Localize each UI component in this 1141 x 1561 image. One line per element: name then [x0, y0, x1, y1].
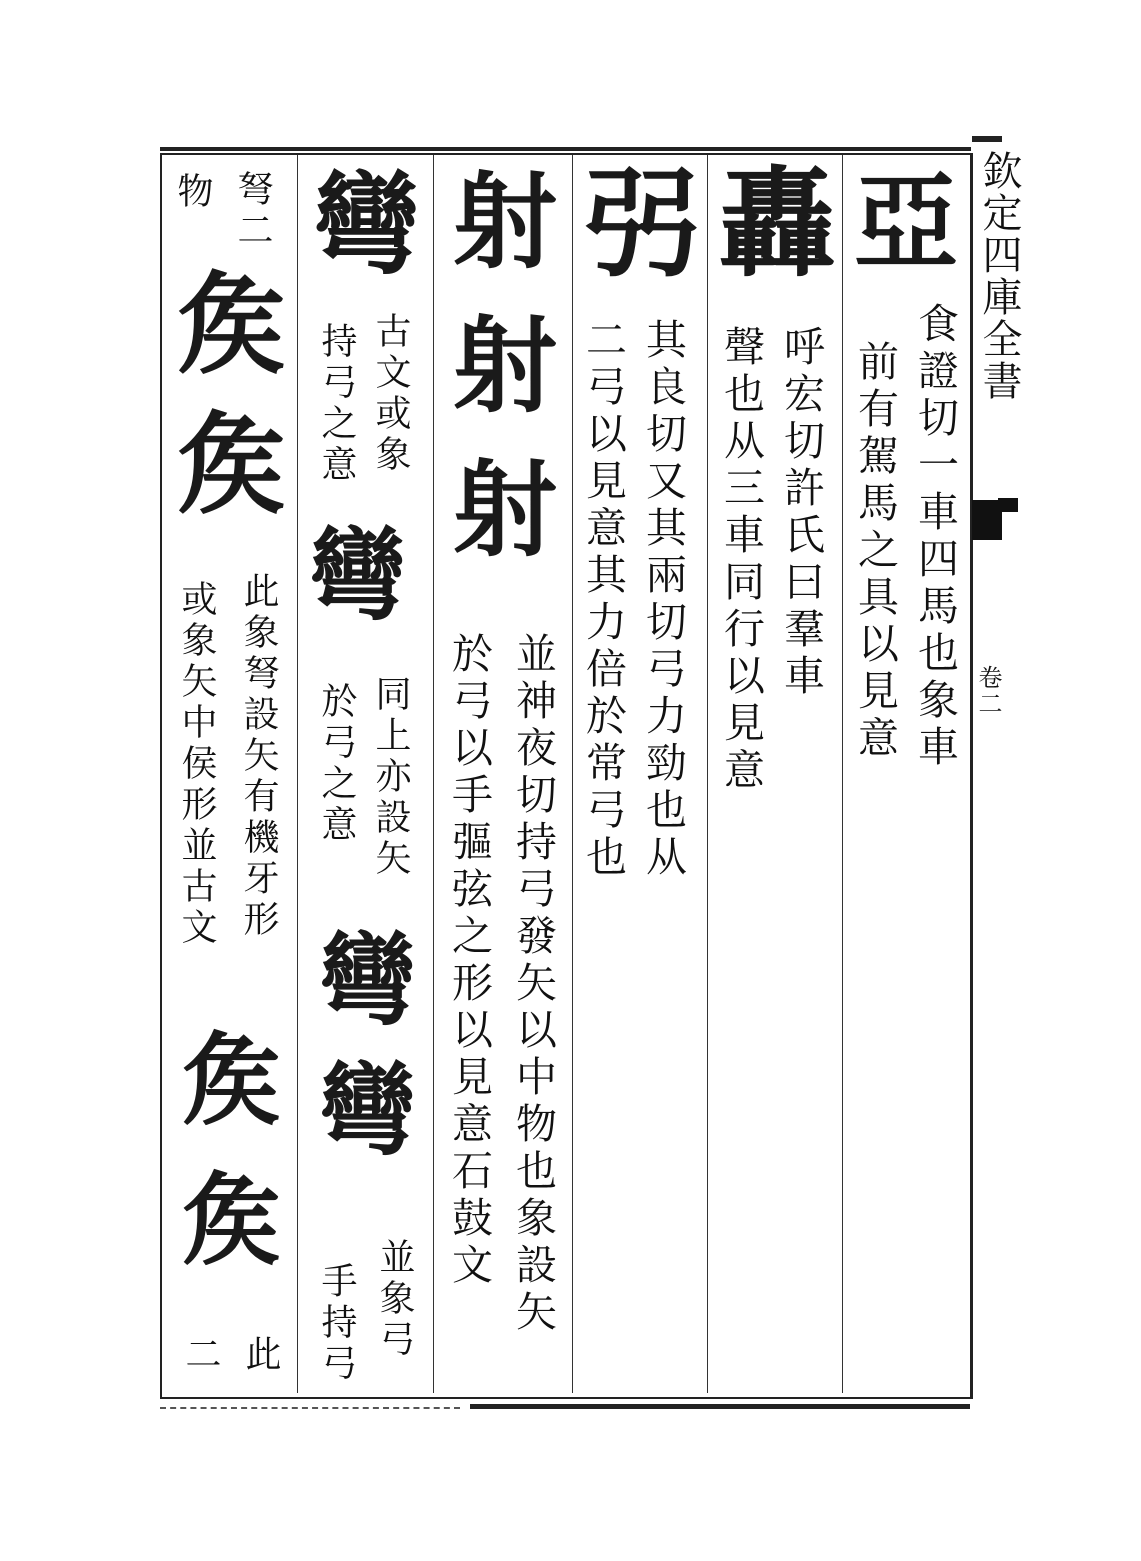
- column-divider: [842, 155, 843, 1393]
- seal-character: 矦: [176, 260, 284, 389]
- frame-top-rule: [160, 147, 971, 151]
- margin-title: 欽定四庫全書: [976, 150, 1022, 402]
- col3-text-b: 二弓以見意其力倍於常弓也: [579, 318, 627, 882]
- column-divider: [707, 155, 708, 1393]
- seal-character: 彎: [318, 1051, 416, 1169]
- col2-seal-wrap: [712, 154, 840, 293]
- column-divider: [433, 155, 434, 1393]
- col5-note-top-a: 古文或象: [370, 312, 411, 476]
- col5-seals-low: [302, 921, 432, 1169]
- col6-note-b: 或象矢中侯形並古文: [176, 580, 217, 949]
- col3-text-a: 其良切又其兩切弓力勁也从: [639, 318, 687, 882]
- col1-seal-wrap: [846, 160, 964, 283]
- col4-text-b: 於弓以手彄弦之形以見意石鼓文: [445, 632, 493, 1290]
- seal-character: 射: [452, 304, 555, 427]
- col1-text-b: 前有駕馬之具以見意: [851, 340, 899, 763]
- col5-seal-top-wrap: [302, 160, 430, 289]
- col2-text-a: 呼宏切許氏曰羣車: [777, 325, 825, 701]
- fishtail-mark: [998, 498, 1018, 512]
- col5-note-top-b: 持弓之意: [316, 322, 357, 486]
- col1-text-a: 食證切一車四馬也象車: [911, 302, 959, 772]
- margin-volume: 卷二: [974, 665, 1002, 717]
- col3-seal-wrap: [578, 154, 704, 293]
- col6-head-b: 物: [172, 172, 213, 213]
- frame-bottom-rule: [470, 1404, 970, 1409]
- frame-bottom-dashed-rule: [160, 1407, 460, 1409]
- seal-character: 彎: [308, 516, 406, 634]
- col5-note-low-b: 手持弓: [316, 1262, 357, 1385]
- column-divider: [297, 155, 298, 1393]
- seal-character: 矦: [181, 1161, 279, 1279]
- col6-tail-a: 此: [240, 1335, 281, 1376]
- margin-bracket: [972, 136, 1002, 142]
- seal-character: 弜: [582, 154, 699, 293]
- col5-seal-mid-wrap: [302, 516, 412, 634]
- col4-text-a: 並神夜切持弓發矢以中物也象設矢: [509, 632, 557, 1337]
- col6-note-a: 此象弩設矢有機牙形: [238, 572, 279, 941]
- seal-character: 彎: [318, 921, 416, 1039]
- column-divider: [572, 155, 573, 1393]
- col6-tail-b: 二: [180, 1335, 221, 1376]
- col6-head-a: 弩二: [232, 170, 273, 252]
- seal-character: 射: [452, 160, 555, 283]
- col4-seals: [438, 160, 570, 571]
- seal-character: 矦: [181, 1021, 279, 1139]
- col6-seals-low: [166, 1021, 294, 1279]
- col2-text-b: 聲也从三車同行以見意: [717, 325, 765, 795]
- col5-note-mid-b: 於弓之意: [316, 682, 357, 846]
- seal-character: 彎: [312, 160, 420, 289]
- col5-note-mid-a: 同上亦設矢: [370, 675, 411, 880]
- seal-character: 亞: [853, 160, 956, 283]
- seal-character: 射: [452, 448, 555, 571]
- seal-character: 轟: [717, 154, 834, 293]
- col6-seals-top: [166, 260, 294, 529]
- col5-note-low-a: 並象弓: [374, 1238, 415, 1361]
- seal-character: 矦: [176, 400, 284, 529]
